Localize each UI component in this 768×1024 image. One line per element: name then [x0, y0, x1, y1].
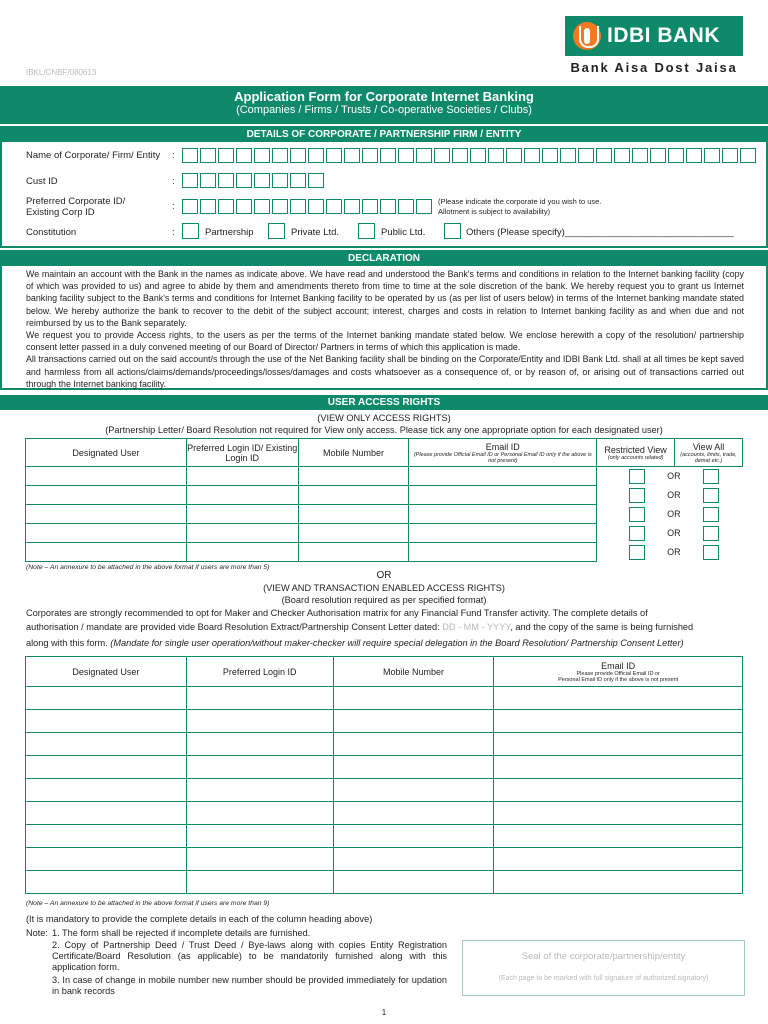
table-row — [26, 848, 743, 871]
section-heading-corporate: DETAILS OF CORPORATE / PARTNERSHIP FIRM / ENTITY — [0, 127, 768, 142]
char-box[interactable] — [272, 199, 288, 214]
table-cell[interactable] — [494, 779, 743, 802]
char-box[interactable] — [506, 148, 522, 163]
char-box[interactable] — [290, 173, 306, 188]
table-cell[interactable] — [186, 802, 333, 825]
table-row — [26, 467, 743, 486]
view-all-checkbox[interactable] — [703, 545, 719, 560]
table-cell[interactable] — [333, 733, 494, 756]
declaration-text — [26, 268, 744, 390]
table-cell[interactable] — [409, 505, 597, 524]
view-only-users-table — [25, 438, 743, 562]
constitution-private-checkbox[interactable] — [268, 223, 285, 239]
table-cell[interactable] — [333, 825, 494, 848]
col-view-all — [675, 439, 743, 467]
view-only-subtitle: (Partnership Letter/ Board Resolution not required for View only access. Please tick any one appropriate option for each designated user) — [105, 425, 663, 435]
table-cell[interactable] — [333, 871, 494, 894]
restricted-view-heading: Restricted View — [604, 444, 667, 455]
access-choice-cell — [597, 543, 743, 562]
char-box[interactable] — [416, 199, 432, 214]
table-cell[interactable] — [333, 756, 494, 779]
col-designated-user: Designated User — [26, 657, 187, 687]
resolution-date-field[interactable]: DD - MM - YYYY — [442, 622, 511, 632]
seal-box[interactable] — [462, 940, 745, 996]
email-id-heading: Email ID — [601, 660, 636, 671]
table-cell[interactable] — [26, 825, 187, 848]
char-box[interactable] — [218, 199, 234, 214]
colon: : — [172, 176, 175, 187]
preferred-corp-id-label-2: Existing Corp ID — [26, 207, 95, 218]
or-label: OR — [667, 546, 681, 557]
char-box[interactable] — [272, 148, 288, 163]
colon: : — [172, 201, 175, 212]
restricted-view-checkbox[interactable] — [629, 545, 645, 560]
reference-number: IBKL/CNBF/080613 — [26, 68, 97, 77]
constitution-partnership-checkbox[interactable] — [182, 223, 199, 239]
option-private-ltd: Private Ltd. — [291, 227, 340, 238]
table-cell[interactable] — [333, 687, 494, 710]
table-cell[interactable] — [186, 467, 298, 486]
access-choice-cell — [597, 486, 743, 505]
table-cell[interactable] — [26, 524, 187, 543]
note-3: 3. In case of change in mobile number new number should be provided immediately for updation in bank records — [52, 975, 447, 996]
idbi-emblem-icon — [573, 22, 601, 50]
table-cell[interactable] — [186, 733, 333, 756]
table-cell[interactable] — [26, 687, 187, 710]
access-choice-cell — [597, 505, 743, 524]
corporate-name-label: Name of Corporate/ Firm/ Entity — [26, 150, 161, 161]
table-cell[interactable] — [333, 802, 494, 825]
notes-label: Note: — [26, 928, 48, 938]
table-row — [26, 687, 743, 710]
annexure-note-2: (Note – An annexure to be attached in the above format if users are more than 9) — [26, 900, 270, 907]
table-cell[interactable] — [494, 871, 743, 894]
view-all-heading: View All — [692, 441, 725, 452]
table-cell[interactable] — [186, 779, 333, 802]
table-row — [26, 486, 743, 505]
char-box[interactable] — [362, 148, 378, 163]
tagline: Bank Aisa Dost Jaisa — [570, 60, 738, 75]
table-cell[interactable] — [298, 467, 409, 486]
table-cell[interactable] — [26, 871, 187, 894]
preferred-corp-id-field[interactable] — [182, 199, 434, 214]
annexure-note-1: (Note – An annexure to be attached in the above format if users are more than 5) — [26, 564, 270, 571]
table-cell[interactable] — [26, 779, 187, 802]
char-box[interactable] — [308, 148, 324, 163]
char-box[interactable] — [326, 199, 342, 214]
maker-line3-text: along with this form. — [26, 638, 111, 648]
maker-checker-line-2 — [26, 620, 693, 634]
table-cell[interactable] — [186, 486, 298, 505]
table-cell[interactable] — [494, 710, 743, 733]
char-box[interactable] — [236, 148, 252, 163]
char-box[interactable] — [182, 173, 198, 188]
email-note-b: Personal Email ID only if the above is not present — [558, 676, 679, 683]
transaction-title: (VIEW AND TRANSACTION ENABLED ACCESS RIGHTS) — [263, 583, 505, 593]
char-box[interactable] — [632, 148, 648, 163]
char-box[interactable] — [290, 148, 306, 163]
char-box[interactable] — [254, 148, 270, 163]
table-cell[interactable] — [26, 467, 187, 486]
char-box[interactable] — [254, 199, 270, 214]
char-box[interactable] — [686, 148, 702, 163]
email-id-heading: Email ID — [485, 441, 520, 452]
access-choice-cell — [597, 524, 743, 543]
table-cell[interactable] — [26, 802, 187, 825]
seal-title: Seal of the corporate/partnership/entity — [521, 951, 686, 962]
char-box[interactable] — [596, 148, 612, 163]
restricted-view-checkbox[interactable] — [629, 507, 645, 522]
table-row — [26, 871, 743, 894]
mandate-italic-note-end: Partnership Consent Letter) — [568, 638, 684, 648]
table-row — [26, 733, 743, 756]
table-cell[interactable] — [186, 524, 298, 543]
preferred-corp-id-label-1: Preferred Corporate ID/ — [26, 196, 126, 207]
col-mobile-number: Mobile Number — [333, 657, 494, 687]
or-label: OR — [667, 527, 681, 538]
table-cell[interactable] — [26, 733, 187, 756]
view-all-checkbox[interactable] — [703, 526, 719, 541]
char-box[interactable] — [218, 173, 234, 188]
view-all-checkbox[interactable] — [703, 469, 719, 484]
declaration-paragraph-1: We maintain an account with the Bank in the names as indicate above. We have read and understood the Bank's terms and conditions in relation to the Internet banking facility (copy of which was provided to us) and agree to abide by them and amendments thereto from time to time at the sole discretion of the bank. We hereby request you to grant us Internet banking facility subject to the Bank's terms and conditions for Internet Banking facility to be operated by us (as per list of users below) in terms of the Internet banking mandate stated below. We hereby authorize the bank to recover to the debit of the subject account; interest, charges and costs in relation to Internet banking facility as and when due and not reimbursed by us to the Bank separately. — [26, 269, 744, 328]
preferred-id-note-2: Allotment is subject to availability) — [438, 207, 551, 216]
table-row — [26, 756, 743, 779]
char-box[interactable] — [326, 148, 342, 163]
char-box[interactable] — [254, 173, 270, 188]
char-box[interactable] — [380, 199, 396, 214]
table-cell[interactable] — [333, 710, 494, 733]
restricted-view-checkbox[interactable] — [629, 526, 645, 541]
char-box[interactable] — [398, 199, 414, 214]
restricted-view-checkbox[interactable] — [629, 488, 645, 503]
maker-checker-line-1: Corporates are strongly recommended to opt for Maker and Checker Authorisation matrix for any Financial Fund Transfer activity. The complete details of — [26, 608, 648, 618]
view-all-note: (accounts, limits, trade, demat etc.) — [680, 451, 737, 464]
table-cell[interactable] — [409, 486, 597, 505]
char-box[interactable] — [272, 173, 288, 188]
table-cell[interactable] — [298, 486, 409, 505]
col-email-id — [494, 657, 743, 687]
char-box[interactable] — [560, 148, 576, 163]
declaration-paragraph-3: All transactions carried out on the said account/s through the use of the Net Banking facility shall be binding on the Corporate/Entity and IDBI Bank Ltd. shall at all times be kept saved and harmless from all actions/claims/demands/proceedings/losses/damages and costs whatsoever as a consequence of, or by reason of, or arising out of transactions carried out through the Internet banking facility. — [26, 354, 744, 389]
seal-subtitle: (Each page to be marked with full signature of authorized signatory) — [498, 975, 709, 982]
table-cell[interactable] — [186, 710, 333, 733]
table-cell[interactable] — [186, 543, 298, 562]
table-cell[interactable] — [186, 848, 333, 871]
char-box[interactable] — [488, 148, 504, 163]
form-subtitle: (Companies / Firms / Trusts / Co-operative Societies / Clubs) — [236, 104, 532, 116]
char-box[interactable] — [200, 173, 216, 188]
access-choice-cell — [597, 467, 743, 486]
col-preferred-login-id: Preferred Login ID/ Existing Login ID — [186, 439, 298, 467]
constitution-others-checkbox[interactable] — [444, 223, 461, 239]
char-box[interactable] — [614, 148, 630, 163]
char-box[interactable] — [236, 173, 252, 188]
note-2: 2. Copy of Partnership Deed / Trust Deed / Bye-laws along with copies Entity Registration Certificate/Board Resolution (as applicable) to be mandatorily furnished along with this application form. — [52, 940, 447, 972]
restricted-view-checkbox[interactable] — [629, 469, 645, 484]
table-cell[interactable] — [494, 756, 743, 779]
char-box[interactable] — [344, 148, 360, 163]
char-box[interactable] — [236, 199, 252, 214]
col-email-id — [409, 439, 597, 467]
constitution-public-checkbox[interactable] — [358, 223, 375, 239]
table-row — [26, 710, 743, 733]
maker-line2-end: , and the copy of the same is being furnished — [510, 622, 694, 632]
transaction-users-table — [25, 656, 743, 894]
table-row — [26, 802, 743, 825]
email-note-a: Please provide Official Email ID or — [576, 670, 660, 677]
char-box[interactable] — [182, 199, 198, 214]
table-cell[interactable] — [409, 467, 597, 486]
table-cell[interactable] — [26, 710, 187, 733]
table-cell[interactable] — [186, 756, 333, 779]
char-box[interactable] — [524, 148, 540, 163]
colon: : — [172, 150, 175, 161]
char-box[interactable] — [704, 148, 720, 163]
table-cell[interactable] — [333, 779, 494, 802]
table-cell[interactable] — [333, 848, 494, 871]
table-cell[interactable] — [298, 543, 409, 562]
or-separator: OR — [376, 570, 392, 581]
char-box[interactable] — [740, 148, 756, 163]
colon: : — [172, 227, 175, 238]
char-box[interactable] — [542, 148, 558, 163]
email-note: (Please provide Official Email ID or Personal Email ID only if the above is not present) — [413, 451, 592, 464]
char-box[interactable] — [650, 148, 666, 163]
table-cell[interactable] — [186, 825, 333, 848]
col-restricted-view — [597, 439, 675, 467]
note-1: 1. The form shall be rejected if incomplete details are furnished. — [52, 928, 311, 938]
option-public-ltd: Public Ltd. — [381, 227, 426, 238]
view-all-checkbox[interactable] — [703, 488, 719, 503]
table-cell[interactable] — [298, 505, 409, 524]
table-row — [26, 779, 743, 802]
view-only-title: (VIEW ONLY ACCESS RIGHTS) — [317, 413, 451, 423]
maker-line2-text: authorisation / mandate are provided vide Board Resolution Extract/Partnership Consent Letter dated: — [26, 622, 443, 632]
or-label: OR — [667, 508, 681, 519]
table-cell[interactable] — [409, 543, 597, 562]
char-box[interactable] — [200, 148, 216, 163]
transaction-subtitle: (Board resolution required as per specified format) — [281, 595, 487, 605]
col-preferred-login-id: Preferred Login ID — [186, 657, 333, 687]
table-cell[interactable] — [494, 687, 743, 710]
restricted-note: (only accounts related) — [607, 454, 664, 461]
or-label: OR — [667, 489, 681, 500]
or-label: OR — [667, 471, 681, 481]
char-box[interactable] — [182, 148, 198, 163]
constitution-label: Constitution — [26, 227, 77, 238]
col-mobile-number: Mobile Number — [298, 439, 409, 467]
table-row — [26, 505, 743, 524]
char-box[interactable] — [200, 199, 216, 214]
form-title-banner — [0, 86, 768, 124]
corporate-name-field[interactable] — [182, 148, 758, 163]
table-cell[interactable] — [26, 756, 187, 779]
table-cell[interactable] — [26, 543, 187, 562]
table-cell[interactable] — [494, 848, 743, 871]
table-cell[interactable] — [26, 505, 187, 524]
table-cell[interactable] — [298, 524, 409, 543]
char-box[interactable] — [470, 148, 486, 163]
table-cell[interactable] — [494, 733, 743, 756]
char-box[interactable] — [416, 148, 432, 163]
cust-id-label: Cust ID — [26, 176, 58, 187]
char-box[interactable] — [398, 148, 414, 163]
option-others: Others (Please specify)________________________________ — [466, 227, 734, 238]
maker-checker-line-3 — [26, 636, 684, 650]
logo-text: IDBI BANK — [607, 24, 720, 47]
form-title: Application Form for Corporate Internet Banking — [234, 89, 534, 104]
col-designated-user: Designated User — [26, 439, 187, 467]
view-all-checkbox[interactable] — [703, 507, 719, 522]
mandatory-note: (It is mandatory to provide the complete details in each of the column heading above) — [26, 914, 373, 924]
table-cell[interactable] — [186, 687, 333, 710]
page-number: 1 — [381, 1008, 387, 1017]
idbi-logo — [565, 16, 743, 56]
char-box[interactable] — [290, 199, 306, 214]
char-box[interactable] — [578, 148, 594, 163]
cust-id-field[interactable] — [182, 173, 326, 188]
table-cell[interactable] — [26, 486, 187, 505]
table-cell[interactable] — [26, 848, 187, 871]
declaration-paragraph-2: We request you to provide Access rights, to the users as per the terms of the Internet banking mandate stated below. We enclose herewith a copy of the resolution/ partnership consent letter passed in a duly convened meeting of our Board of Director/ Partners in terms of which this application is made. — [26, 330, 744, 353]
char-box[interactable] — [362, 199, 378, 214]
char-box[interactable] — [668, 148, 684, 163]
char-box[interactable] — [434, 148, 450, 163]
table-cell[interactable] — [186, 505, 298, 524]
table-cell[interactable] — [494, 825, 743, 848]
char-box[interactable] — [308, 173, 324, 188]
char-box[interactable] — [722, 148, 738, 163]
char-box[interactable] — [308, 199, 324, 214]
preferred-id-note-1: (Please indicate the corporate id you wish to use. — [438, 197, 602, 206]
table-row — [26, 543, 743, 562]
table-cell[interactable] — [494, 802, 743, 825]
char-box[interactable] — [452, 148, 468, 163]
table-cell[interactable] — [186, 871, 333, 894]
mandate-italic-note: (Mandate for single user operation/without maker-checker will require special delegation in the Board Resolution/ — [110, 638, 569, 648]
char-box[interactable] — [218, 148, 234, 163]
char-box[interactable] — [380, 148, 396, 163]
section-heading-access: USER ACCESS RIGHTS — [0, 395, 768, 410]
option-partnership: Partnership — [205, 227, 254, 238]
table-row — [26, 825, 743, 848]
table-cell[interactable] — [409, 524, 597, 543]
char-box[interactable] — [344, 199, 360, 214]
table-row — [26, 524, 743, 543]
section-heading-declaration: DECLARATION — [0, 251, 768, 266]
